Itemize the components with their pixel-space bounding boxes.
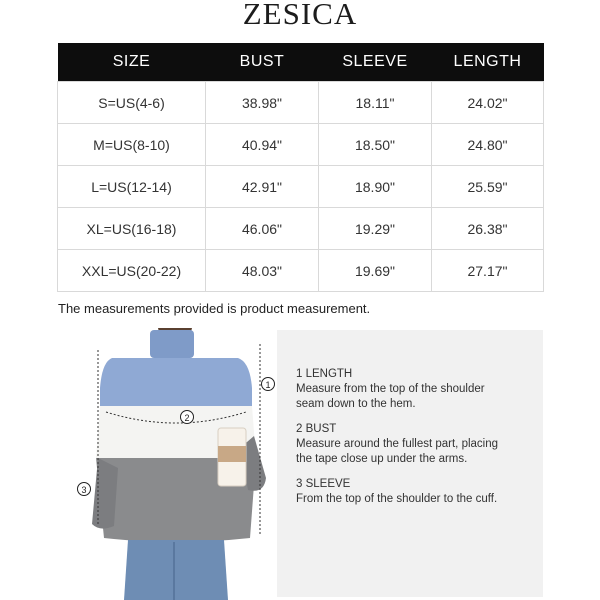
table-row [58,166,544,208]
left-sleeve-cuff [92,458,118,529]
instruction-title: 1 LENGTH [296,368,353,380]
table-row [58,208,544,250]
table-header-row [58,43,544,82]
instruction-text: From the top of the shoulder to the cuff. [296,493,498,505]
cell-size: XXL=US(20-22) [58,250,206,292]
cell-size: M=US(8-10) [58,124,206,166]
instruction-title: 3 SLEEVE [296,478,351,490]
measurement-note: The measurements provided is product measurement. [58,301,371,316]
cell-length: 24.80" [432,124,544,166]
brand-logo: ZESICA [242,0,358,31]
cell-length: 27.17" [432,250,544,292]
marker-3-label: 3 [81,485,87,495]
sweater-blue-band [100,358,252,406]
cell-sleeve: 18.11" [319,82,432,124]
table-row [58,82,544,124]
instruction-title: 2 BUST [296,423,337,435]
cell-bust: 42.91" [206,166,319,208]
instruction-sleeve [296,477,497,507]
cell-bust: 38.98" [206,82,319,124]
size-chart-table [57,43,544,292]
cell-sleeve: 19.69" [319,250,432,292]
marker-1-label: 1 [265,380,271,390]
cell-size: L=US(12-14) [58,166,206,208]
sweater-photo [70,328,280,600]
table-row [58,250,544,292]
cell-size: S=US(4-6) [58,82,206,124]
jeans-shape [124,540,228,600]
instruction-bust [296,422,498,467]
cell-length: 24.02" [432,82,544,124]
instruction-text: Measure from the top of the shoulder [296,383,485,395]
header-size: SIZE [58,43,206,82]
header-bust: BUST [206,43,319,82]
cell-bust: 46.06" [206,208,319,250]
measurement-instructions-panel [277,330,543,597]
instruction-text: Measure around the fullest part, placing [296,438,499,450]
header-length: LENGTH [432,43,544,82]
header-sleeve: SLEEVE [319,43,432,82]
table-row [58,124,544,166]
marker-2-label: 2 [184,413,190,423]
instruction-text: seam down to the hem. [296,398,416,410]
cell-sleeve: 18.90" [319,166,432,208]
cell-length: 25.59" [432,166,544,208]
cell-bust: 40.94" [206,124,319,166]
cell-size: XL=US(16-18) [58,208,206,250]
cell-length: 26.38" [432,208,544,250]
cell-sleeve: 18.50" [319,124,432,166]
instruction-length [296,367,485,412]
instruction-text: the tape close up under the arms. [296,453,468,465]
cell-bust: 48.03" [206,250,319,292]
cup-sleeve [218,446,246,462]
cell-sleeve: 19.29" [319,208,432,250]
turtleneck-collar [150,330,194,358]
